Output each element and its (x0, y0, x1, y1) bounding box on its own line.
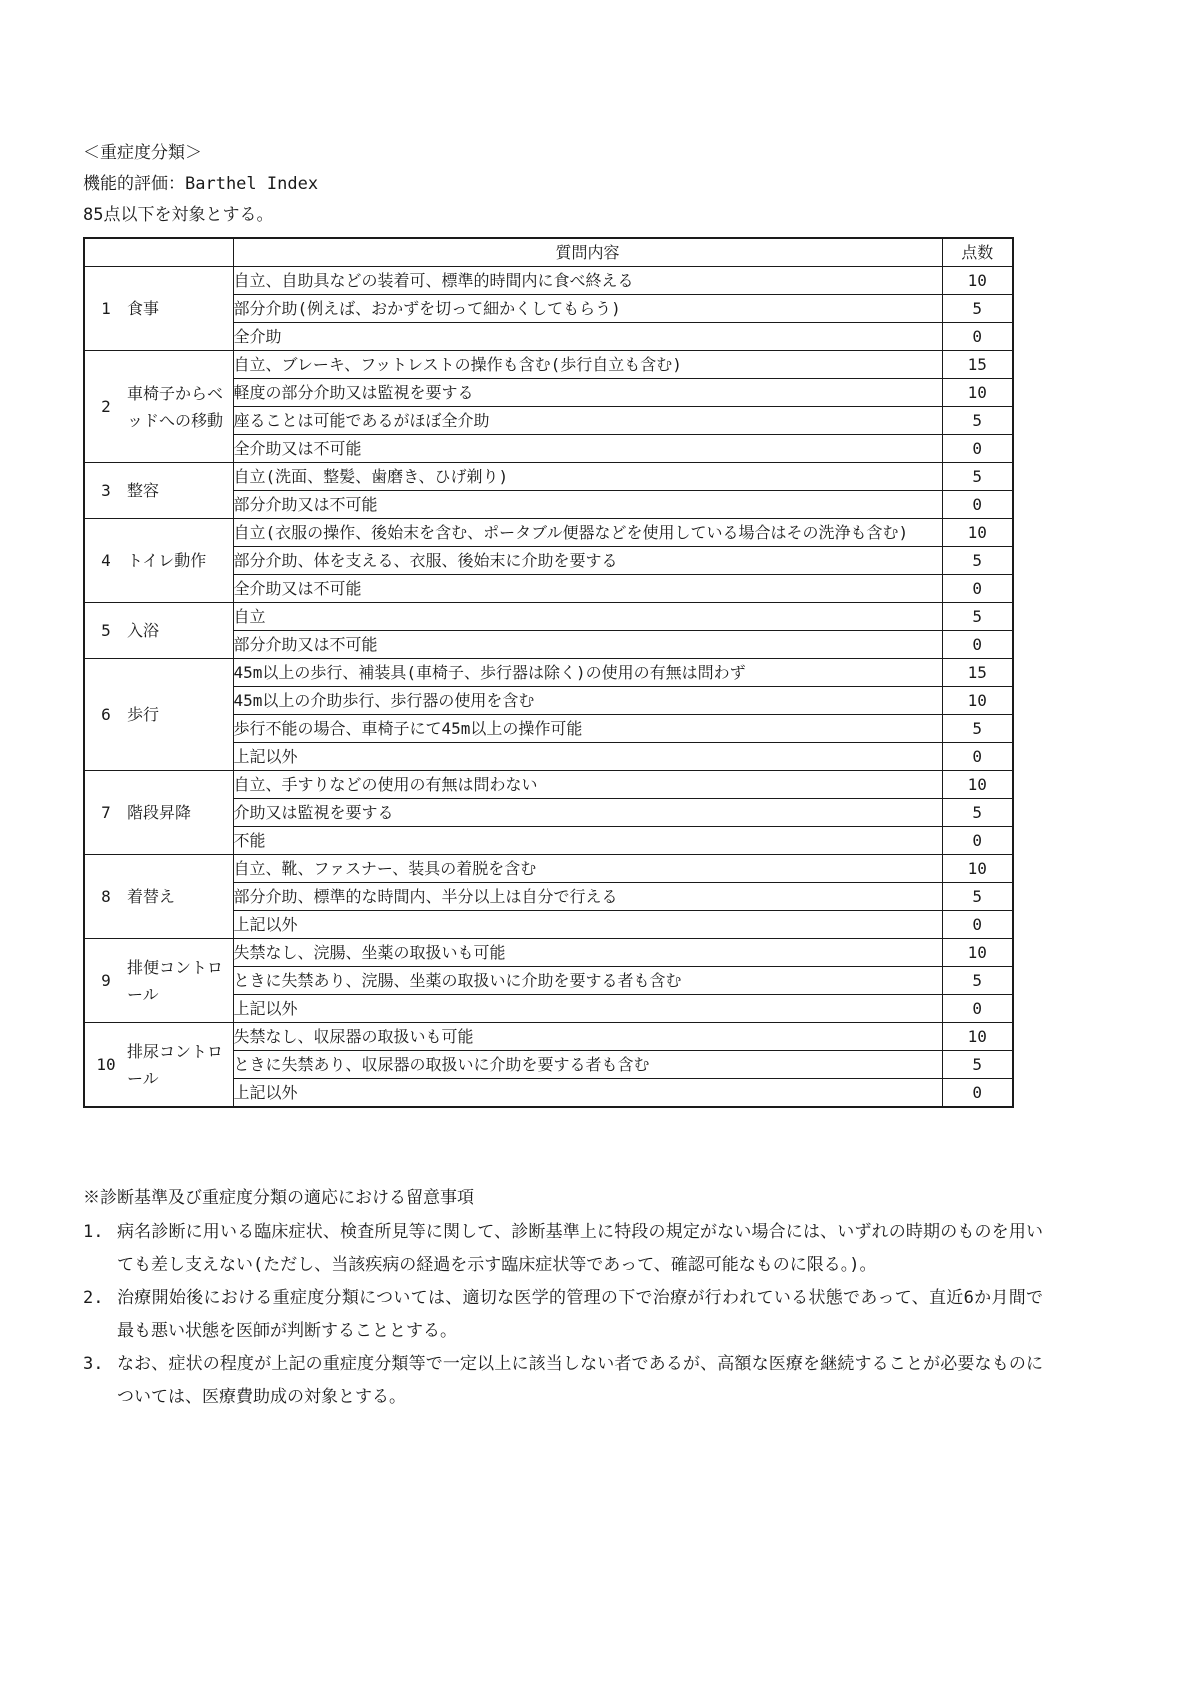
item-label: 入浴 (127, 621, 160, 640)
item-label: トイレ動作 (127, 551, 207, 570)
table-row (84, 771, 1013, 799)
question-cell: 全介助又は不可能 (233, 575, 942, 603)
question-cell: 失禁なし、収尿器の取扱いも可能 (233, 1023, 942, 1051)
item-cell (84, 1023, 233, 1108)
item-number: 1 (101, 298, 111, 318)
barthel-table-body (84, 267, 1013, 1108)
item-label: 階段昇降 (127, 803, 192, 822)
question-cell: 不能 (233, 827, 942, 855)
item-cell (84, 267, 233, 351)
table-header-row (84, 238, 1013, 267)
criteria-line: 85点以下を対象とする。 (83, 205, 274, 225)
item-inner (85, 380, 233, 434)
notes-section (83, 1182, 1043, 1414)
header-empty-cell (84, 238, 233, 267)
score-cell: 15 (942, 351, 1013, 379)
item-cell (84, 603, 233, 659)
score-cell: 5 (942, 407, 1013, 435)
item-number: 5 (101, 620, 111, 640)
table-row (84, 1023, 1013, 1051)
question-cell: 上記以外 (233, 995, 942, 1023)
item-label: 歩行 (127, 705, 160, 724)
item-cell (84, 659, 233, 771)
score-cell: 10 (942, 267, 1013, 295)
notes-title: ※診断基準及び重症度分類の適応における留意事項 (83, 1188, 474, 1208)
note-text: 治療開始後における重症度分類については、適切な医学的管理の下で治療が行われている状態であって、直近6か月間で最も悪い状態を医師が判断することとする。 (117, 1288, 1043, 1341)
item-label: 車椅子からベッドへの移動 (127, 383, 224, 430)
score-cell: 10 (942, 687, 1013, 715)
note-item (83, 1282, 1043, 1348)
score-cell: 10 (942, 939, 1013, 967)
item-inner (85, 295, 233, 322)
item-inner (85, 954, 233, 1008)
question-cell: ときに失禁あり、収尿器の取扱いに介助を要する者も含む (233, 1051, 942, 1079)
item-label: 着替え (127, 887, 176, 906)
table-row (84, 939, 1013, 967)
note-text: なお、症状の程度が上記の重症度分類等で一定以上に該当しない者であるが、高額な医療を継続することが必要なものについては、医療費助成の対象とする。 (117, 1354, 1043, 1407)
header-question: 質問内容 (233, 238, 942, 267)
item-inner (85, 883, 233, 910)
question-cell: 自立 (233, 603, 942, 631)
item-number: 7 (101, 802, 111, 822)
table-row (84, 659, 1013, 687)
score-cell: 5 (942, 603, 1013, 631)
item-cell (84, 463, 233, 519)
question-cell: 部分介助又は不可能 (233, 631, 942, 659)
header-score: 点数 (942, 238, 1013, 267)
question-cell: 介助又は監視を要する (233, 799, 942, 827)
question-cell: 部分介助、体を支える、衣服、後始末に介助を要する (233, 547, 942, 575)
score-cell: 0 (942, 631, 1013, 659)
score-cell: 10 (942, 1023, 1013, 1051)
item-label: 整容 (127, 481, 160, 500)
score-cell: 5 (942, 547, 1013, 575)
item-inner (85, 477, 233, 504)
item-cell (84, 351, 233, 463)
score-cell: 5 (942, 1051, 1013, 1079)
question-cell: 自立(衣服の操作、後始末を含む、ポータブル便器などを使用している場合はその洗浄も含む) (233, 519, 942, 547)
page-subtitle: 機能的評価：Barthel Index (83, 174, 319, 194)
question-cell: 自立、靴、ファスナー、装具の着脱を含む (233, 855, 942, 883)
question-cell: ときに失禁あり、浣腸、坐薬の取扱いに介助を要する者も含む (233, 967, 942, 995)
score-cell: 5 (942, 799, 1013, 827)
item-inner (85, 799, 233, 826)
note-number: 3. (83, 1354, 104, 1374)
question-cell: 45m以上の歩行、補装具(車椅子、歩行器は除く)の使用の有無は問わず (233, 659, 942, 687)
table-row (84, 855, 1013, 883)
table-row (84, 519, 1013, 547)
item-number: 4 (101, 550, 111, 570)
score-cell: 10 (942, 519, 1013, 547)
score-cell: 0 (942, 435, 1013, 463)
question-cell: 部分介助又は不可能 (233, 491, 942, 519)
item-label: 排便コントロール (127, 957, 224, 1004)
score-cell: 0 (942, 1079, 1013, 1108)
note-item (83, 1216, 1043, 1282)
question-cell: 部分介助、標準的な時間内、半分以上は自分で行える (233, 883, 942, 911)
item-cell (84, 519, 233, 603)
question-cell: 軽度の部分介助又は監視を要する (233, 379, 942, 407)
table-row (84, 603, 1013, 631)
item-number: 8 (101, 886, 111, 906)
item-number: 3 (101, 480, 111, 500)
question-cell: 座ることは可能であるがほぼ全介助 (233, 407, 942, 435)
score-cell: 5 (942, 883, 1013, 911)
table-row (84, 267, 1013, 295)
item-cell (84, 855, 233, 939)
heading-block (83, 138, 1181, 231)
question-cell: 全介助 (233, 323, 942, 351)
note-text: 病名診断に用いる臨床症状、検査所見等に関して、診断基準上に特段の規定がない場合には、いずれの時期のものを用いても差し支えない(ただし、当該疾病の経過を示す臨床症状等であって、確認可能なものに限る。)。 (117, 1222, 1043, 1275)
item-inner (85, 1038, 233, 1092)
score-cell: 0 (942, 995, 1013, 1023)
item-number: 10 (96, 1054, 116, 1074)
score-cell: 0 (942, 575, 1013, 603)
score-cell: 5 (942, 967, 1013, 995)
question-cell: 上記以外 (233, 1079, 942, 1108)
barthel-index-table (83, 237, 1014, 1108)
table-row (84, 463, 1013, 491)
question-cell: 上記以外 (233, 743, 942, 771)
score-cell: 5 (942, 715, 1013, 743)
score-cell: 0 (942, 911, 1013, 939)
item-inner (85, 701, 233, 728)
question-cell: 自立、手すりなどの使用の有無は問わない (233, 771, 942, 799)
score-cell: 15 (942, 659, 1013, 687)
note-number: 1. (83, 1222, 104, 1242)
question-cell: 上記以外 (233, 911, 942, 939)
item-cell (84, 771, 233, 855)
question-cell: 歩行不能の場合、車椅子にて45m以上の操作可能 (233, 715, 942, 743)
note-number: 2. (83, 1288, 104, 1308)
note-item (83, 1348, 1043, 1414)
item-number: 6 (101, 704, 111, 724)
score-cell: 0 (942, 491, 1013, 519)
item-label: 排尿コントロール (127, 1041, 224, 1088)
item-number: 2 (101, 396, 111, 416)
score-cell: 0 (942, 743, 1013, 771)
score-cell: 5 (942, 463, 1013, 491)
question-cell: 自立、ブレーキ、フットレストの操作も含む(歩行自立も含む) (233, 351, 942, 379)
score-cell: 0 (942, 323, 1013, 351)
question-cell: 自立(洗面、整髪、歯磨き、ひげ剃り) (233, 463, 942, 491)
question-cell: 全介助又は不可能 (233, 435, 942, 463)
score-cell: 5 (942, 295, 1013, 323)
item-number: 9 (101, 970, 111, 990)
question-cell: 45m以上の介助歩行、歩行器の使用を含む (233, 687, 942, 715)
score-cell: 0 (942, 827, 1013, 855)
score-cell: 10 (942, 855, 1013, 883)
score-cell: 10 (942, 379, 1013, 407)
item-inner (85, 547, 233, 574)
item-label: 食事 (127, 299, 160, 318)
item-inner (85, 617, 233, 644)
score-cell: 10 (942, 771, 1013, 799)
page-title: ＜重症度分類＞ (83, 143, 202, 163)
question-cell: 部分介助(例えば、おかずを切って細かくしてもらう) (233, 295, 942, 323)
item-cell (84, 939, 233, 1023)
question-cell: 失禁なし、浣腸、坐薬の取扱いも可能 (233, 939, 942, 967)
question-cell: 自立、自助具などの装着可、標準的時間内に食べ終える (233, 267, 942, 295)
table-row (84, 351, 1013, 379)
